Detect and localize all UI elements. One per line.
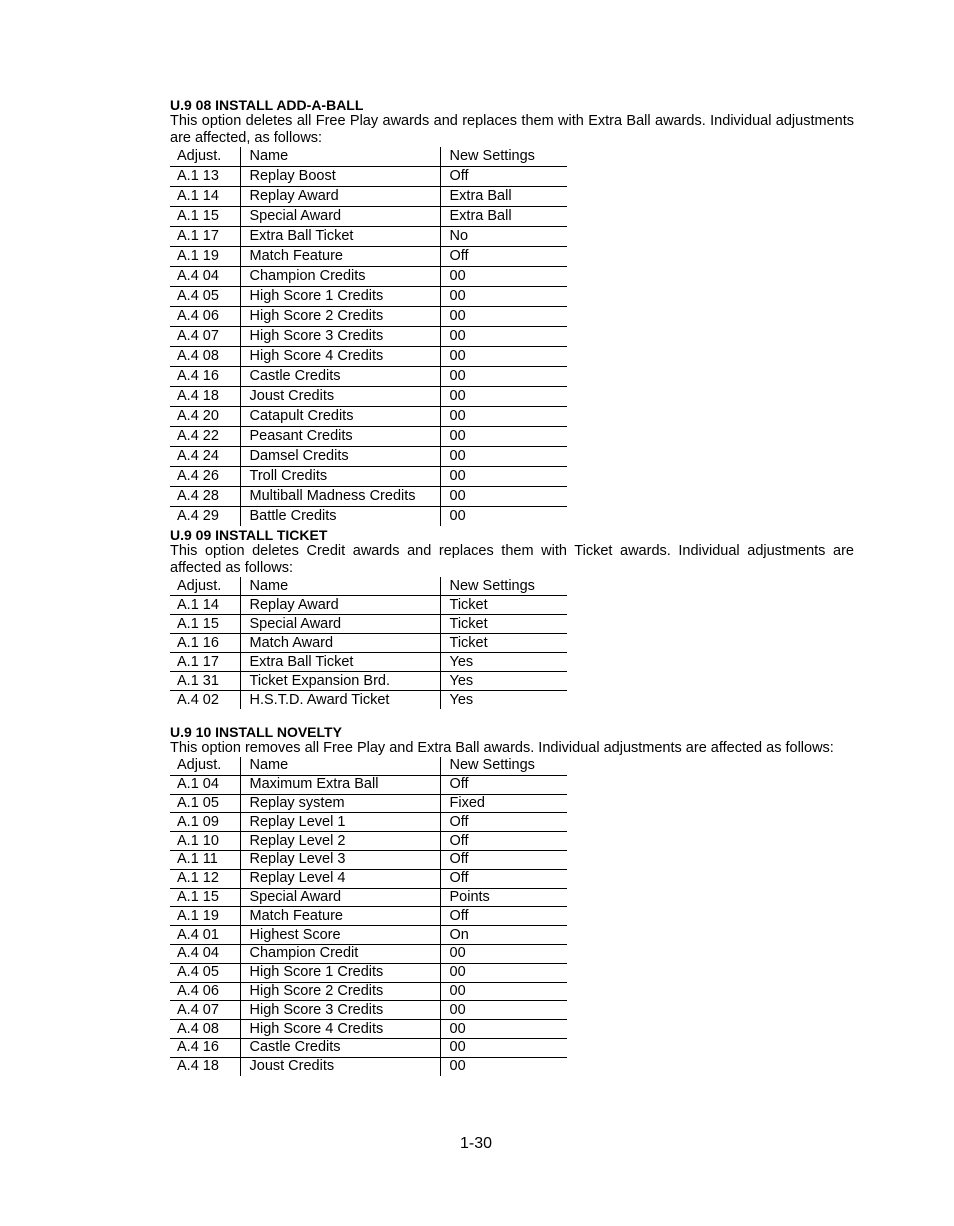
header-name: Name <box>240 147 440 167</box>
setting-cell: Extra Ball <box>440 207 567 227</box>
adjust-cell: A.4 06 <box>170 307 240 327</box>
table-row <box>170 367 567 387</box>
name-cell: Maximum Extra Ball <box>240 775 440 794</box>
adjust-cell: A.4 01 <box>170 926 240 945</box>
adjust-cell: A.1 12 <box>170 869 240 888</box>
table-row <box>170 507 567 527</box>
header-new-settings: New Settings <box>440 757 567 775</box>
name-cell: High Score 2 Credits <box>240 307 440 327</box>
setting-cell: On <box>440 926 567 945</box>
name-cell: Replay Award <box>240 187 440 207</box>
name-cell: High Score 1 Credits <box>240 287 440 307</box>
setting-cell: 00 <box>440 487 567 507</box>
adjust-cell: A.4 05 <box>170 963 240 982</box>
name-cell: High Score 1 Credits <box>240 963 440 982</box>
name-cell: Replay Level 4 <box>240 869 440 888</box>
setting-cell: 00 <box>440 387 567 407</box>
name-cell: Replay system <box>240 794 440 813</box>
adjust-cell: A.4 24 <box>170 447 240 467</box>
table-row <box>170 944 567 963</box>
adjust-cell: A.4 04 <box>170 267 240 287</box>
header-name: Name <box>240 577 440 596</box>
name-cell: Replay Level 1 <box>240 813 440 832</box>
setting-cell: Fixed <box>440 794 567 813</box>
table-row <box>170 247 567 267</box>
name-cell: Replay Boost <box>240 167 440 187</box>
section-title: U.9 08 INSTALL ADD-A-BALL <box>170 97 364 113</box>
name-cell: Match Award <box>240 634 440 653</box>
adjust-cell: A.4 26 <box>170 467 240 487</box>
name-cell: Match Feature <box>240 247 440 267</box>
setting-cell: Ticket <box>440 634 567 653</box>
adjust-cell: A.4 08 <box>170 1020 240 1039</box>
setting-cell: Off <box>440 247 567 267</box>
adjust-cell: A.4 16 <box>170 367 240 387</box>
table-header-row <box>170 147 567 167</box>
setting-cell: Off <box>440 907 567 926</box>
setting-cell: Extra Ball <box>440 187 567 207</box>
section-title: U.9 09 INSTALL TICKET <box>170 527 328 543</box>
setting-cell: 00 <box>440 287 567 307</box>
adjust-cell: A.4 04 <box>170 944 240 963</box>
table-row <box>170 634 567 653</box>
setting-cell: 00 <box>440 307 567 327</box>
adjust-cell: A.4 07 <box>170 1001 240 1020</box>
table-row <box>170 832 567 851</box>
setting-cell: 00 <box>440 447 567 467</box>
setting-cell: 00 <box>449 508 466 524</box>
name-cell: Battle Credits <box>240 507 440 527</box>
header-adjust: Adjust. <box>170 147 240 167</box>
setting-cell: Off <box>440 813 567 832</box>
table-row <box>170 327 567 347</box>
name-cell: Troll Credits <box>240 467 440 487</box>
table-row <box>170 926 567 945</box>
setting-cell: 00 <box>440 427 567 447</box>
setting-cell: 00 <box>440 1020 567 1039</box>
table-row <box>170 467 567 487</box>
table-row <box>170 615 567 634</box>
name-cell: Replay Level 3 <box>240 850 440 869</box>
adjust-cell: A.1 15 <box>170 615 240 634</box>
table-row <box>170 691 567 710</box>
table-row <box>170 907 567 926</box>
name-cell: Castle Credits <box>240 367 440 387</box>
table-row <box>170 167 567 187</box>
adjust-cell: A.4 18 <box>170 387 240 407</box>
adjust-cell: A.1 05 <box>170 794 240 813</box>
table-row <box>170 1038 567 1057</box>
header-adjust: Adjust. <box>170 757 240 775</box>
setting-cell: Off <box>440 850 567 869</box>
header-new-settings: New Settings <box>440 147 567 167</box>
header-adjust: Adjust. <box>170 577 240 596</box>
adjust-cell: A.1 09 <box>170 813 240 832</box>
table-row <box>170 427 567 447</box>
setting-cell: Yes <box>449 692 474 708</box>
setting-cell: Ticket <box>440 596 567 615</box>
name-cell: H.S.T.D. Award Ticket <box>240 691 440 710</box>
table-row <box>170 596 567 615</box>
adjust-cell: A.1 17 <box>170 653 240 672</box>
setting-cell: 00 <box>440 407 567 427</box>
table-header-row <box>170 757 567 775</box>
name-cell: High Score 2 Credits <box>240 982 440 1001</box>
table-row <box>170 869 567 888</box>
table-row <box>170 813 567 832</box>
setting-cell: Yes <box>440 653 567 672</box>
name-cell: High Score 3 Credits <box>240 1001 440 1020</box>
name-cell: Highest Score <box>240 926 440 945</box>
setting-cell: 00 <box>440 347 567 367</box>
adjust-cell: A.1 17 <box>170 227 240 247</box>
section-description: This option deletes Credit awards and replaces them with Ticket awards. Individual adjustments are affected as follows: <box>170 543 854 576</box>
table-row <box>170 653 567 672</box>
setting-cell: 00 <box>440 367 567 387</box>
table-row <box>170 888 567 907</box>
adjust-cell: A.4 05 <box>170 287 240 307</box>
name-cell: Catapult Credits <box>240 407 440 427</box>
setting-cell: 00 <box>440 982 567 1001</box>
setting-cell: 00 <box>440 1038 567 1057</box>
table-header-row <box>170 577 567 596</box>
name-cell: Castle Credits <box>240 1038 440 1057</box>
adjust-cell: A.1 19 <box>170 247 240 267</box>
adjust-cell: A.1 13 <box>170 167 240 187</box>
adjust-cell: A.4 22 <box>170 427 240 447</box>
header-name: Name <box>240 757 440 775</box>
setting-cell: 00 <box>440 327 567 347</box>
table-row <box>170 963 567 982</box>
adjustments-table <box>170 757 567 1076</box>
name-cell: Replay Award <box>240 596 440 615</box>
setting-cell: 00 <box>440 944 567 963</box>
name-cell: High Score 4 Credits <box>240 347 440 367</box>
table-row <box>170 207 567 227</box>
adjust-cell: A.1 31 <box>170 672 240 691</box>
setting-cell: Off <box>440 167 567 187</box>
table-row <box>170 1020 567 1039</box>
table-row <box>170 982 567 1001</box>
section-title: U.9 10 INSTALL NOVELTY <box>170 724 342 740</box>
name-cell: Champion Credits <box>240 267 440 287</box>
name-cell: Special Award <box>240 888 440 907</box>
setting-cell: 00 <box>440 267 567 287</box>
adjustments-table <box>170 577 567 709</box>
name-cell: Special Award <box>240 615 440 634</box>
name-cell: Replay Level 2 <box>240 832 440 851</box>
table-row <box>170 227 567 247</box>
name-cell: Extra Ball Ticket <box>240 227 440 247</box>
name-cell: Match Feature <box>240 907 440 926</box>
adjust-cell: A.4 29 <box>170 507 240 527</box>
name-cell: Champion Credit <box>240 944 440 963</box>
name-cell: High Score 3 Credits <box>240 327 440 347</box>
name-cell: Joust Credits <box>240 1057 440 1075</box>
name-cell: Extra Ball Ticket <box>240 653 440 672</box>
table-row <box>170 850 567 869</box>
adjust-cell: A.1 15 <box>170 207 240 227</box>
table-row <box>170 1057 567 1075</box>
setting-cell: Yes <box>440 672 567 691</box>
adjust-cell: A.4 07 <box>170 327 240 347</box>
table-row <box>170 407 567 427</box>
name-cell: Multiball Madness Credits <box>240 487 440 507</box>
table-row <box>170 307 567 327</box>
table-row <box>170 267 567 287</box>
table-row <box>170 387 567 407</box>
name-cell: Joust Credits <box>240 387 440 407</box>
adjust-cell: A.4 02 <box>170 691 240 710</box>
setting-cell: Off <box>440 869 567 888</box>
adjust-cell: A.1 11 <box>170 850 240 869</box>
table-row <box>170 794 567 813</box>
adjust-cell: A.1 04 <box>170 775 240 794</box>
table-row <box>170 447 567 467</box>
table-row <box>170 187 567 207</box>
setting-cell: Ticket <box>440 615 567 634</box>
name-cell: Special Award <box>240 207 440 227</box>
adjust-cell: A.1 14 <box>170 187 240 207</box>
table-row <box>170 1001 567 1020</box>
setting-cell: 00 <box>449 1058 466 1075</box>
adjust-cell: A.1 10 <box>170 832 240 851</box>
adjust-cell: A.4 06 <box>170 982 240 1001</box>
adjust-cell: A.1 19 <box>170 907 240 926</box>
section-ticket <box>170 527 854 709</box>
table-row <box>170 775 567 794</box>
setting-cell: Off <box>440 775 567 794</box>
table-row <box>170 672 567 691</box>
adjustments-table <box>170 147 567 526</box>
adjust-cell: A.4 28 <box>170 487 240 507</box>
name-cell: Ticket Expansion Brd. <box>240 672 440 691</box>
page-number: 1-30 <box>460 1135 493 1152</box>
adjust-cell: A.1 14 <box>170 596 240 615</box>
adjust-cell: A.4 16 <box>170 1038 240 1057</box>
adjust-cell: A.4 08 <box>170 347 240 367</box>
name-cell: Peasant Credits <box>240 427 440 447</box>
adjust-cell: A.1 15 <box>170 888 240 907</box>
setting-cell: 00 <box>440 1001 567 1020</box>
adjust-cell: A.4 18 <box>170 1057 240 1075</box>
setting-cell: Off <box>440 832 567 851</box>
section-novelty <box>170 724 854 1076</box>
name-cell: High Score 4 Credits <box>240 1020 440 1039</box>
adjust-cell: A.4 20 <box>170 407 240 427</box>
section-add-a-ball <box>170 97 854 526</box>
section-description: This option deletes all Free Play awards and replaces them with Extra Ball awards. Individual adjustments are affected, as follows: <box>170 113 854 146</box>
adjust-cell: A.1 16 <box>170 634 240 653</box>
header-new-settings: New Settings <box>440 577 567 596</box>
setting-cell: Points <box>440 888 567 907</box>
name-cell: Damsel Credits <box>240 447 440 467</box>
setting-cell: 00 <box>440 467 567 487</box>
table-row <box>170 287 567 307</box>
table-row <box>170 347 567 367</box>
table-row <box>170 487 567 507</box>
setting-cell: 00 <box>440 963 567 982</box>
setting-cell: No <box>440 227 567 247</box>
section-description: This option removes all Free Play and Extra Ball awards. Individual adjustments are affected as follows: <box>170 740 834 756</box>
